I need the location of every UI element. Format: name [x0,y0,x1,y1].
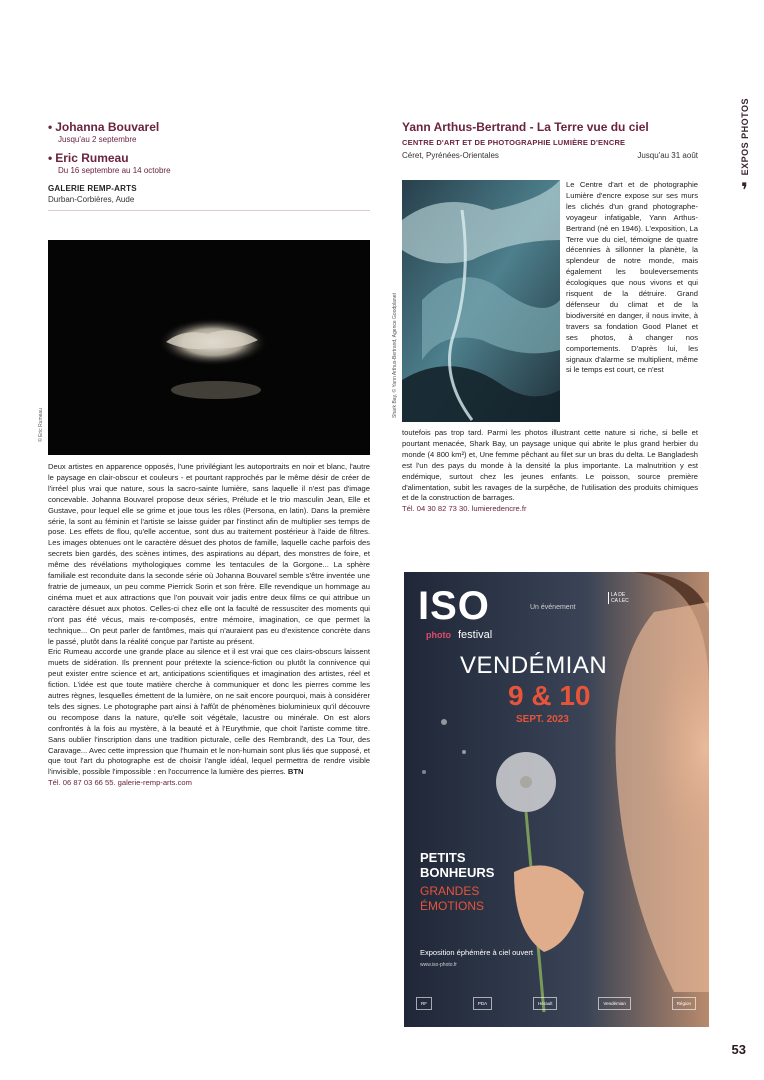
left-header [48,120,370,211]
section-mark: ❜ [741,180,748,202]
poster-tagline-2: GRANDES ÉMOTIONS [420,884,485,913]
paragraph: Deux artistes en apparence opposés, l'une privilégiant les autoportraits en noir et blanc, l'autre le paysage en clair-obscur et couleurs - et pourtant rapprochés par le même désir de créer de l'irréel plus vrai que nature, sous la sacro-sainte lumière, sans laquelle il n'est pas d'image concevable. Johanna Bouvarel propose deux séries, Prélude et le trio masculin Jean, Elle et Gustave, pour lequel elle se grime et joue tous les rôles (Persona, en latin). Dans la première série, la sont au féminin et l'artiste se laisse guider par l'instinct afin de multiplier ses temps de pose. Les effets de flou, qu'elle accentue, sont dus au traitement postérieur à l'aide de filtres. Les images obtenues ont le caractère désuet des photos de famille, laquelle cache parfois des secrets bien gardés, des scènes intimes, des aspirations au départ, des monstres de foire, et même des révélations mythologiques comme les tentacules de la Gorgone... La sphère familiale est reconduite dans la seconde série où Johanna Bouvarel semble s'être inventée une fratrie de jumeaux, un peu comme Pierrick Sorin et son frère. Elle revendique un hommage au cinéma muet et aux attractions que l'on pouvait voir jadis entre deux films ce qui attribue un caractère désuet aux photos. Celles-ci chez elle ont la faculté de ressusciter des moments qui n'ont pas été vécus, mais re-composés, entre mémoire, imagination, ce que permet la technique... On peut parler de fantômes, mais qui n'auraient pas eu d'existence concrète dans le passé, plutôt dans la réalité conçue par l'artiste au présent. [48,462,370,646]
photo-credit: Shark Bay, © Yann Arthus-Bertrand, Agence Goodplanet [392,293,398,418]
poster-month: SEPT. 2023 [516,714,569,725]
left-article [48,462,370,789]
gallery-name: GALERIE REMP-ARTS [48,184,137,193]
article-title: Yann Arthus-Bertrand - La Terre vue du ciel [402,120,649,134]
iso-festival-poster [404,572,709,1027]
artist-name: • Johanna Bouvarel [48,120,160,134]
gallery-contact: Tél. 06 87 03 66 55. galerie-remp-arts.com [48,778,192,788]
venue-location: Céret, Pyrénées-Orientales [402,151,499,160]
poster-url: www.iso-photo.fr [420,962,457,968]
paragraph: Eric Rumeau accorde une grande place au silence et il est vrai que ces clairs-obscurs laissent muets de sidération. Ils prennent pour prétexte la science-fiction ou plutôt la connivence qui peut exister entre science et art, anticipations scientifiques et imagination des artistes, réel et fiction. L'idée est que toute matière cherche à communiquer et donc les pierres comme les autres règnes, lesquelles émettent de la lumière, on ne sait encore pourquoi, mais à considérer tels des signes. Le photographe part ainsi à l'affût de phénomènes bioluminieux qu'il découvre ou recompose dans la nature, qu'elle soit végétale, lacustre ou minérale. On est alors confrontés à la fois au mystère, à la beauté et à l'Eurythmie, que choit l'artiste comme titre. Sans oublier l'inscription dans une tradition picturale, celle des Rembrandt, des La Tour, des Caravage... Avec cette impression que l'humain et le non-humain sont plus liés que supposé, et que tout l'art du photographe est de choisir l'angle idéal, lequel permettra de rendre visible l'invisible, possible l'impossible : en l'occurrence la lumière des pierres. BTN [48,647,370,777]
venue-dates: Jusqu'au 31 août [637,151,698,160]
sponsor-logo: Région [672,997,696,1010]
event-label: Un événement [530,604,576,611]
sponsor-logo: Vendémian [598,997,631,1010]
right-article-intro [566,180,698,376]
poster-expo-line: Exposition éphémère à ciel ouvert [420,948,533,957]
sponsor-logo: RF [416,997,432,1010]
artist-dates: Jusqu'au 2 septembre [58,135,137,144]
iso-logo: ISO [418,584,490,628]
poster-tagline: PETITS BONHEURS [420,850,495,880]
paragraph: Le Centre d'art et de photographie Lumière d'encre expose sur ses murs les clichés d'un grand photographe-voyageur infatigable, Yann Arthus-Bertrand (né en 1946). L'exposition, La Terre vue du ciel, témoigne de quatre décennies à sillonner la planète, la splendeur de notre monde, mais également les bouleversements écologiques que nous vivons et qui risquent de la détruire. Grand défenseur du climat et de la biodiversité en danger, il nous invite, à travers sa fondation Good Planet et ses photos, à changer nos comportements. D'après lui, les signaux d'alarme se multiplient, même si le temps est court, ce n'est [566,180,698,375]
logo-photo: photo [426,630,451,640]
poster-date: 9 & 10 [508,680,591,711]
logo-festival: festival [458,629,493,641]
venue-contact: Tél. 04 30 82 73 30. lumieredencre.fr [402,504,527,514]
section-tab: EXPOS PHOTOS [740,98,750,176]
sponsor-logo: PDA [473,997,492,1010]
shark-bay-photo [402,180,560,422]
artist-name: • Eric Rumeau [48,151,129,165]
signature: BTN [287,767,304,777]
poster-town: VENDÉMIAN [460,652,608,679]
sponsor-logo: Hérault [533,997,558,1010]
page-number: 53 [731,1042,746,1057]
divider [48,210,370,211]
venue-location-row [402,151,698,160]
gallery-place: Durban-Corbières, Aude [48,195,135,204]
poster-photo [404,572,709,1027]
venue-name: CENTRE D'ART ET DE PHOTOGRAPHIE LUMIÈRE D'ENCRE [402,138,626,147]
right-article [402,428,698,515]
photo-credit: © Eric Rumeau [38,408,44,442]
artist-dates: Du 16 septembre au 14 octobre [58,166,171,175]
sponsor-logos [416,990,696,1016]
stones-light-photo [48,240,370,455]
right-header [402,120,698,160]
ladecalec-logo: LA DE CA LEC [608,592,631,604]
paragraph: toutefois pas trop tard. Parmi les photos illustrant cette nature si riche, si belle et pourtant menacée, Shark Bay, un paysage unique qui abrite le plus grand herbier du monde (4 800 km²) et, Une femme pêchant au filet sur un bras du delta. Le Bangladesh est l'un des pays du monde à la densité la plus importante. La malnutrition y est endémique, surtout chez les jeunes enfants. Le poisson, source première d'alimentation, subit les ravages de la surpêche, de l'utilisation des produits chimiques et de la construction de barrages. [402,428,698,503]
